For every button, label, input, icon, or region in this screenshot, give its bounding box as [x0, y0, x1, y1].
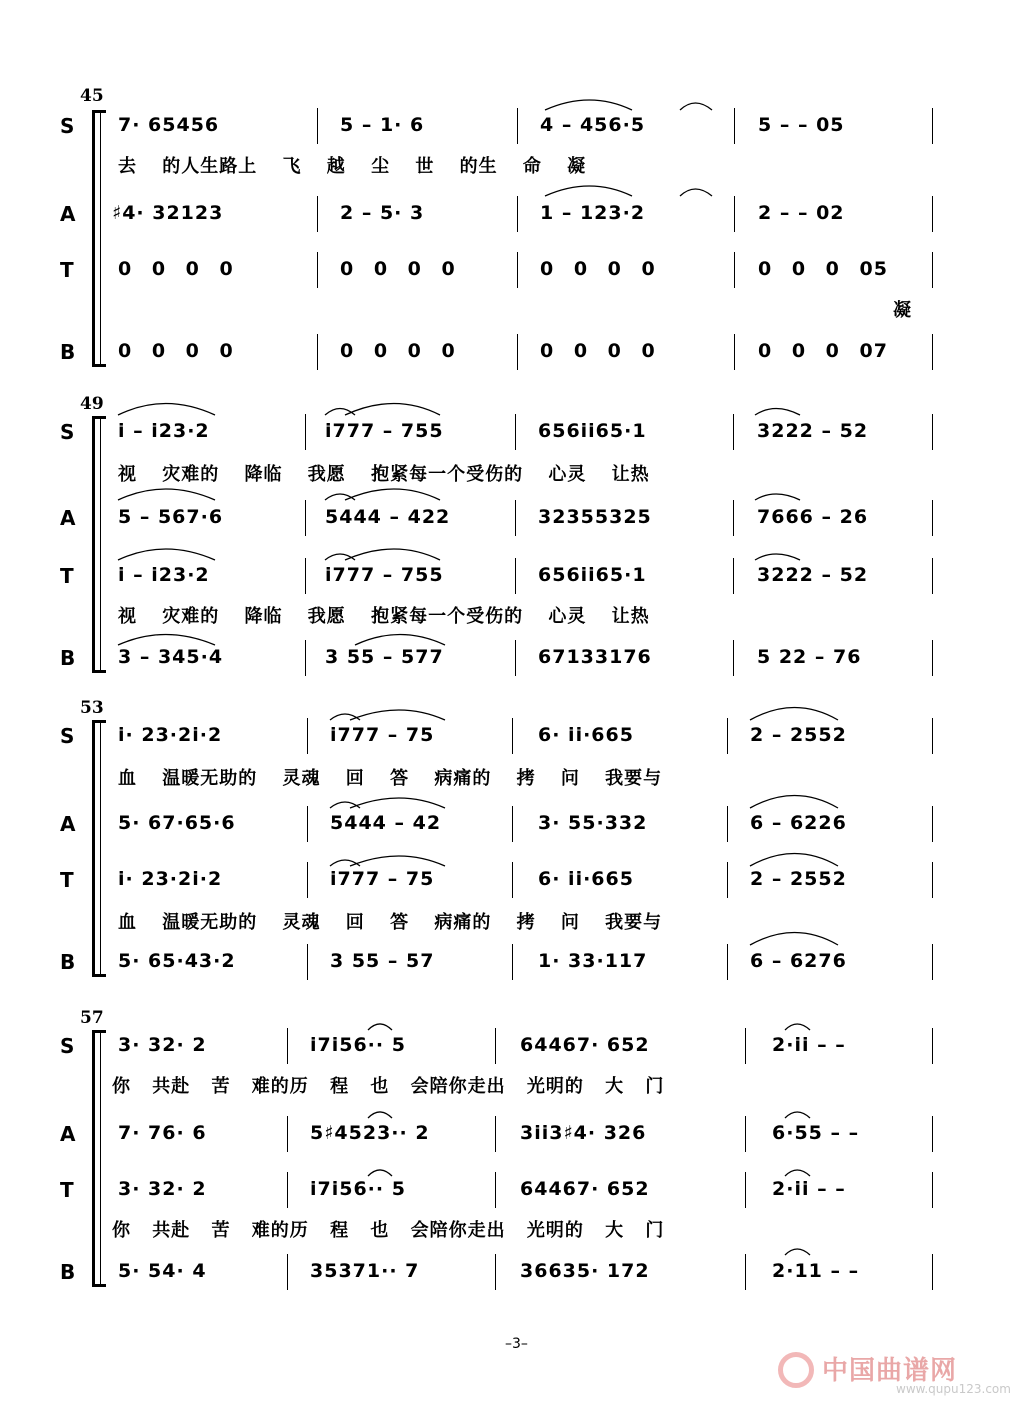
logo-icon [778, 1352, 814, 1388]
barline [512, 718, 513, 754]
measure-notes: 2 – 2552 [750, 868, 847, 890]
barline [734, 196, 735, 232]
barline [932, 108, 933, 144]
measure-notes: 2·11 – – [772, 1260, 860, 1282]
barline [932, 1254, 933, 1290]
voice-label-t: T [60, 258, 74, 282]
barline [932, 414, 933, 450]
measure-notes: 7666 – 26 [757, 506, 869, 528]
system-brace [92, 1032, 95, 1284]
barline [515, 414, 516, 450]
soprano-row [0, 420, 991, 450]
watermark-logo [778, 1348, 1011, 1398]
voice-label-b: B [60, 646, 76, 670]
barline [932, 558, 933, 594]
soprano-lyrics: 你 共赴 苦 难的历 程 也 会陪你走出 光明的 大 门 [112, 1076, 665, 1097]
measure-notes: 64467· 652 [520, 1034, 650, 1056]
measure-number: 45 [80, 86, 104, 106]
barline [932, 1172, 933, 1208]
tenor-row [0, 564, 991, 594]
voice-label-t: T [60, 868, 74, 892]
voice-label-s: S [60, 114, 75, 138]
barline [317, 252, 318, 288]
barline [733, 500, 734, 536]
measure-notes: 0 0 0 0 [340, 258, 456, 280]
soprano-row [0, 114, 991, 144]
barline [287, 1172, 288, 1208]
measure-notes: i7i56·· 5 [310, 1178, 406, 1200]
system-brace [92, 418, 95, 670]
bass-row [0, 950, 991, 980]
measure-notes: 0 0 0 0 [540, 340, 656, 362]
barline [305, 500, 306, 536]
measure-notes: 5 – 1· 6 [340, 114, 425, 136]
measure-notes: 5♯4523·· 2 [310, 1122, 430, 1144]
measure-notes: 1 – 123·2 [540, 202, 646, 224]
system-brace-inner [100, 1032, 101, 1284]
measure-notes: 5 – 567·6 [118, 506, 224, 528]
barline [515, 640, 516, 676]
measure-notes: ♯4· 32123 [112, 202, 224, 224]
voice-label-s: S [60, 1034, 75, 1058]
measure-notes: 0 0 0 0 [118, 258, 234, 280]
measure-notes: 32355325 [538, 506, 652, 528]
measure-notes: 5444 – 422 [325, 506, 451, 528]
alto-row [0, 506, 991, 536]
barline [727, 806, 728, 842]
measure-notes: 3· 32· 2 [118, 1178, 207, 1200]
barline [495, 1028, 496, 1064]
barline [932, 640, 933, 676]
measure-notes: 7· 65456 [118, 114, 220, 136]
system-brace-inner [100, 722, 101, 974]
barline [932, 1028, 933, 1064]
system-brace [92, 112, 95, 364]
barline [727, 862, 728, 898]
soprano-row [0, 724, 991, 754]
voice-label-s: S [60, 724, 75, 748]
measure-notes: 0 0 0 0 [118, 340, 234, 362]
measure-notes: 2·ii – – [772, 1034, 846, 1056]
bass-row [0, 340, 991, 370]
measure-notes: 6 – 6226 [750, 812, 847, 834]
barline [727, 718, 728, 754]
barline [733, 640, 734, 676]
measure-notes: 3 – 345·4 [118, 646, 224, 668]
measure-notes: 5· 54· 4 [118, 1260, 207, 1282]
alto-row [0, 202, 991, 232]
barline [307, 718, 308, 754]
voice-label-b: B [60, 1260, 76, 1284]
barline [317, 196, 318, 232]
barline [287, 1028, 288, 1064]
barline [317, 108, 318, 144]
soprano-lyrics: 血 温暖无助的 灵魂 回 答 病痛的 拷 问 我要与 [118, 768, 663, 789]
measure-notes: i· 23·2i·2 [118, 868, 223, 890]
measure-notes: 3 55 – 57 [330, 950, 435, 972]
page-number: –3– [505, 1336, 528, 1352]
barline [745, 1028, 746, 1064]
barline [932, 500, 933, 536]
barline [307, 862, 308, 898]
measure-notes: 2 – 5· 3 [340, 202, 425, 224]
measure-notes: 2·ii – – [772, 1178, 846, 1200]
measure-number: 49 [80, 394, 104, 414]
measure-notes: 0 0 0 0 [340, 340, 456, 362]
measure-notes: 6· ii·665 [538, 868, 634, 890]
barline [512, 806, 513, 842]
barline [734, 108, 735, 144]
voice-label-a: A [60, 812, 76, 836]
tenor-row [0, 258, 991, 288]
barline [305, 640, 306, 676]
barline [517, 108, 518, 144]
tenor-lyrics: 视 灾难的 降临 我愿 抱紧每一个受伤的 心灵 让热 [118, 606, 650, 627]
barline [317, 334, 318, 370]
barline [517, 252, 518, 288]
soprano-lyrics: 去 的人生路上 飞 越 尘 世 的生 命 凝 [118, 156, 587, 177]
measure-notes: 1· 33·117 [538, 950, 648, 972]
measure-notes: 3· 32· 2 [118, 1034, 207, 1056]
barline [932, 806, 933, 842]
barline [727, 944, 728, 980]
measure-notes: 3222 – 52 [757, 564, 869, 586]
barline [305, 414, 306, 450]
barline [495, 1172, 496, 1208]
barline [512, 862, 513, 898]
measure-notes: 0 0 0 05 [758, 258, 888, 280]
measure-notes: 67133176 [538, 646, 652, 668]
tenor-lyrics: 凝 [893, 300, 912, 321]
barline [307, 806, 308, 842]
barline [932, 252, 933, 288]
barline [512, 944, 513, 980]
measure-number: 53 [80, 698, 104, 718]
barline [745, 1116, 746, 1152]
measure-notes: i· 23·2i·2 [118, 724, 223, 746]
measure-notes: 0 0 0 07 [758, 340, 888, 362]
tenor-lyrics: 你 共赴 苦 难的历 程 也 会陪你走出 光明的 大 门 [112, 1220, 665, 1241]
barline [734, 334, 735, 370]
measure-number: 57 [80, 1008, 104, 1028]
barline [745, 1172, 746, 1208]
measure-notes: 35371·· 7 [310, 1260, 420, 1282]
measure-notes: 656ii65·1 [538, 420, 647, 442]
measure-notes: 5· 65·43·2 [118, 950, 236, 972]
system-brace [92, 722, 95, 974]
measure-notes: 64467· 652 [520, 1178, 650, 1200]
measure-notes: 2 – 2552 [750, 724, 847, 746]
barline [515, 558, 516, 594]
barline [932, 944, 933, 980]
voice-label-a: A [60, 202, 76, 226]
barline [287, 1254, 288, 1290]
barline [287, 1116, 288, 1152]
measure-notes: 656ii65·1 [538, 564, 647, 586]
voice-label-b: B [60, 340, 76, 364]
measure-notes: 5 22 – 76 [757, 646, 862, 668]
barline [932, 334, 933, 370]
barline [932, 718, 933, 754]
measure-notes: 5· 67·65·6 [118, 812, 236, 834]
barline [495, 1116, 496, 1152]
measure-notes: i777 – 75 [330, 868, 435, 890]
barline [515, 500, 516, 536]
measure-notes: 36635· 172 [520, 1260, 650, 1282]
measure-notes: 3ii3♯4· 326 [520, 1122, 647, 1144]
voice-label-t: T [60, 564, 74, 588]
tenor-row [0, 868, 991, 898]
measure-notes: 5444 – 42 [330, 812, 442, 834]
barline [307, 944, 308, 980]
measure-notes: i777 – 755 [325, 564, 444, 586]
watermark-url: www.qupu123.com [896, 1382, 1011, 1396]
voice-label-s: S [60, 420, 75, 444]
barline [932, 862, 933, 898]
measure-notes: 6·55 – – [772, 1122, 860, 1144]
barline [517, 334, 518, 370]
measure-notes: i777 – 75 [330, 724, 435, 746]
voice-label-a: A [60, 506, 76, 530]
watermark-text: 中国曲谱网 [822, 1356, 958, 1386]
measure-notes: 2 – – 02 [758, 202, 845, 224]
system-brace-inner [100, 418, 101, 670]
bass-row [0, 646, 991, 676]
barline [305, 558, 306, 594]
measure-notes: i7i56·· 5 [310, 1034, 406, 1056]
barline [733, 558, 734, 594]
measure-notes: 3· 55·332 [538, 812, 648, 834]
tenor-lyrics: 血 温暖无助的 灵魂 回 答 病痛的 拷 问 我要与 [118, 912, 663, 933]
alto-row [0, 812, 991, 842]
measure-notes: 3222 – 52 [757, 420, 869, 442]
measure-notes: i777 – 755 [325, 420, 444, 442]
voice-label-b: B [60, 950, 76, 974]
soprano-lyrics: 视 灾难的 降临 我愿 抱紧每一个受伤的 心灵 让热 [118, 464, 650, 485]
voice-label-a: A [60, 1122, 76, 1146]
barline [517, 196, 518, 232]
system-brace-inner [100, 112, 101, 364]
measure-notes: i – i23·2 [118, 420, 210, 442]
barline [495, 1254, 496, 1290]
measure-notes: 4 – 456·5 [540, 114, 646, 136]
measure-notes: 7· 76· 6 [118, 1122, 207, 1144]
measure-notes: i – i23·2 [118, 564, 210, 586]
barline [745, 1254, 746, 1290]
voice-label-t: T [60, 1178, 74, 1202]
measure-notes: 0 0 0 0 [540, 258, 656, 280]
barline [932, 196, 933, 232]
barline [734, 252, 735, 288]
measure-notes: 3 55 – 577 [325, 646, 444, 668]
measure-notes: 5 – – 05 [758, 114, 845, 136]
barline [932, 1116, 933, 1152]
barline [733, 414, 734, 450]
measure-notes: 6· ii·665 [538, 724, 634, 746]
measure-notes: 6 – 6276 [750, 950, 847, 972]
